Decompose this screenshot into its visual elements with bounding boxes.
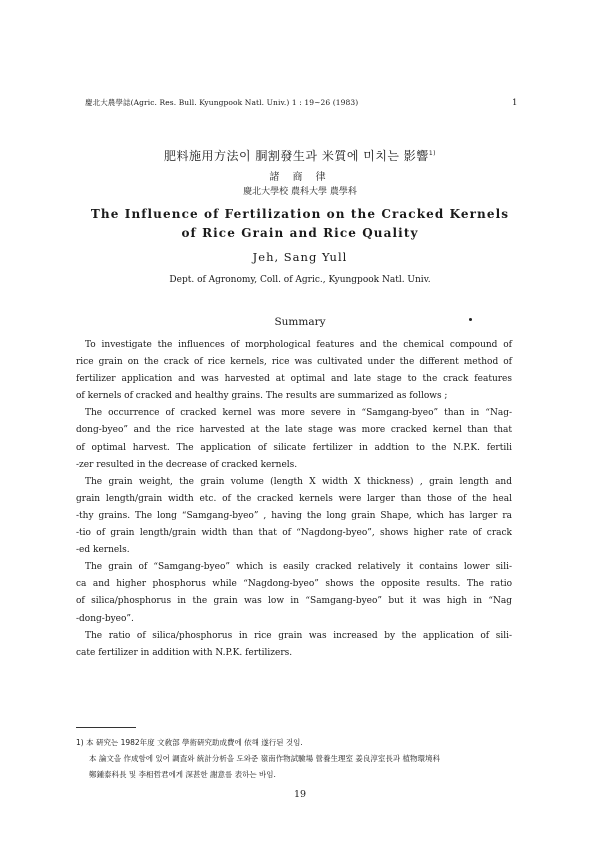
footnote-line-3: 鄭鍾泰科長 및 李相哲君에게 深甚한 謝意를 表하는 바임.	[89, 770, 276, 779]
summary-line: -tio of grain length/grain width than that of “Nagdong-byeo”, shows higher rate of crack	[76, 528, 512, 539]
summary-line: To investigate the influences of morphological features and the chemical compound of	[85, 340, 512, 350]
summary-line: -dong-byeo”.	[76, 613, 134, 624]
title-footnote-mark: 1)	[428, 150, 436, 157]
summary-line: The ratio of silica/phosphorus in rice grain was increased by the application of sili-	[85, 630, 512, 641]
korean-affiliation: 慶北大學校 農科大學 農學科	[243, 187, 357, 197]
english-author: Jeh, Sang Yull	[252, 250, 348, 264]
korean-title	[0, 147, 600, 164]
summary-line: fertilizer application and was harvested at optimal and late stage to the crack features	[76, 374, 512, 385]
english-affiliation: Dept. of Agronomy, Coll. of Agric., Kyungpook Natl. Univ.	[169, 275, 431, 285]
footnotes	[76, 735, 516, 783]
summary-line: rice grain on the crack of rice kernels, rice was cultivated under the different method of	[76, 357, 512, 368]
summary-line: The occurrence of cracked kernel was more severe in “Samgang-byeo” than in “Nag-	[85, 408, 512, 419]
page-number-bottom: 19	[293, 789, 307, 800]
footnote-line-1: 1) 本 硏究는 1982年度 文敎部 學術硏究助成費에 依해 遂行된 것임.	[76, 738, 303, 747]
summary-line: The grain of “Samgang-byeo” which is easily cracked relatively it contains lower sili-	[85, 562, 512, 573]
page-number-top: 1	[512, 98, 518, 108]
summary-line: The grain weight, the grain volume (length X width X thickness) , grain length and	[85, 476, 512, 487]
english-title-line-1: The Influence of Fertilization on the Cracked Kernels	[90, 207, 510, 221]
summary-body	[76, 337, 512, 662]
summary-line: of optimal harvest. The application of silicate fertilizer in addtion to the N.P.K. fertili	[76, 442, 512, 453]
summary-line: -zer resulted in the decrease of cracked kernels.	[76, 459, 298, 470]
english-title-line-2: of Rice Grain and Rice Quality	[181, 226, 419, 240]
summary-line: dong-byeo” and the rice harvested at the late stage was more cracked kernel than that	[76, 425, 512, 436]
stray-dot-mark	[469, 318, 472, 321]
summary-line: -ed kernels.	[76, 545, 130, 556]
footnote-line-2: 本 論文을 作成함에 있어 調査와 統計分析을 도와준 嶺南作物試驗場 營養生理室 姜良淳室長과 植物環境科	[89, 754, 441, 763]
footnote-divider	[76, 727, 136, 728]
korean-author: 諸 商 律	[269, 172, 331, 183]
summary-line: of silica/phosphorus in the grain was low in “Samgang-byeo” but it was high in “Nag	[76, 596, 512, 607]
korean-title-text: 肥料施用方法이 胴割發生과 米質에 미치는 影響	[164, 149, 429, 163]
summary-line: -thy grains. The long “Samgang-byeo” , having the long grain Shape, which has larger ra	[76, 510, 512, 521]
summary-line: of kernels of cracked and healthy grains. The results are summarized as follows ;	[76, 391, 448, 402]
journal-header: 慶北大農學誌(Agric. Res. Bull. Kyungpook Natl. Univ.) 1 : 19~26 (1983)	[85, 98, 359, 107]
summary-line: ca and higher phosphorus while “Nagdong-byeo” shows the opposite results. The ratio	[76, 579, 512, 590]
summary-line: grain length/grain width etc. of the cracked kernels were larger than those of the heal	[76, 493, 512, 504]
summary-heading: Summary	[274, 316, 326, 328]
summary-line: cate fertilizer in addition with N.P.K. fertilizers.	[76, 647, 293, 658]
english-title	[0, 205, 600, 243]
